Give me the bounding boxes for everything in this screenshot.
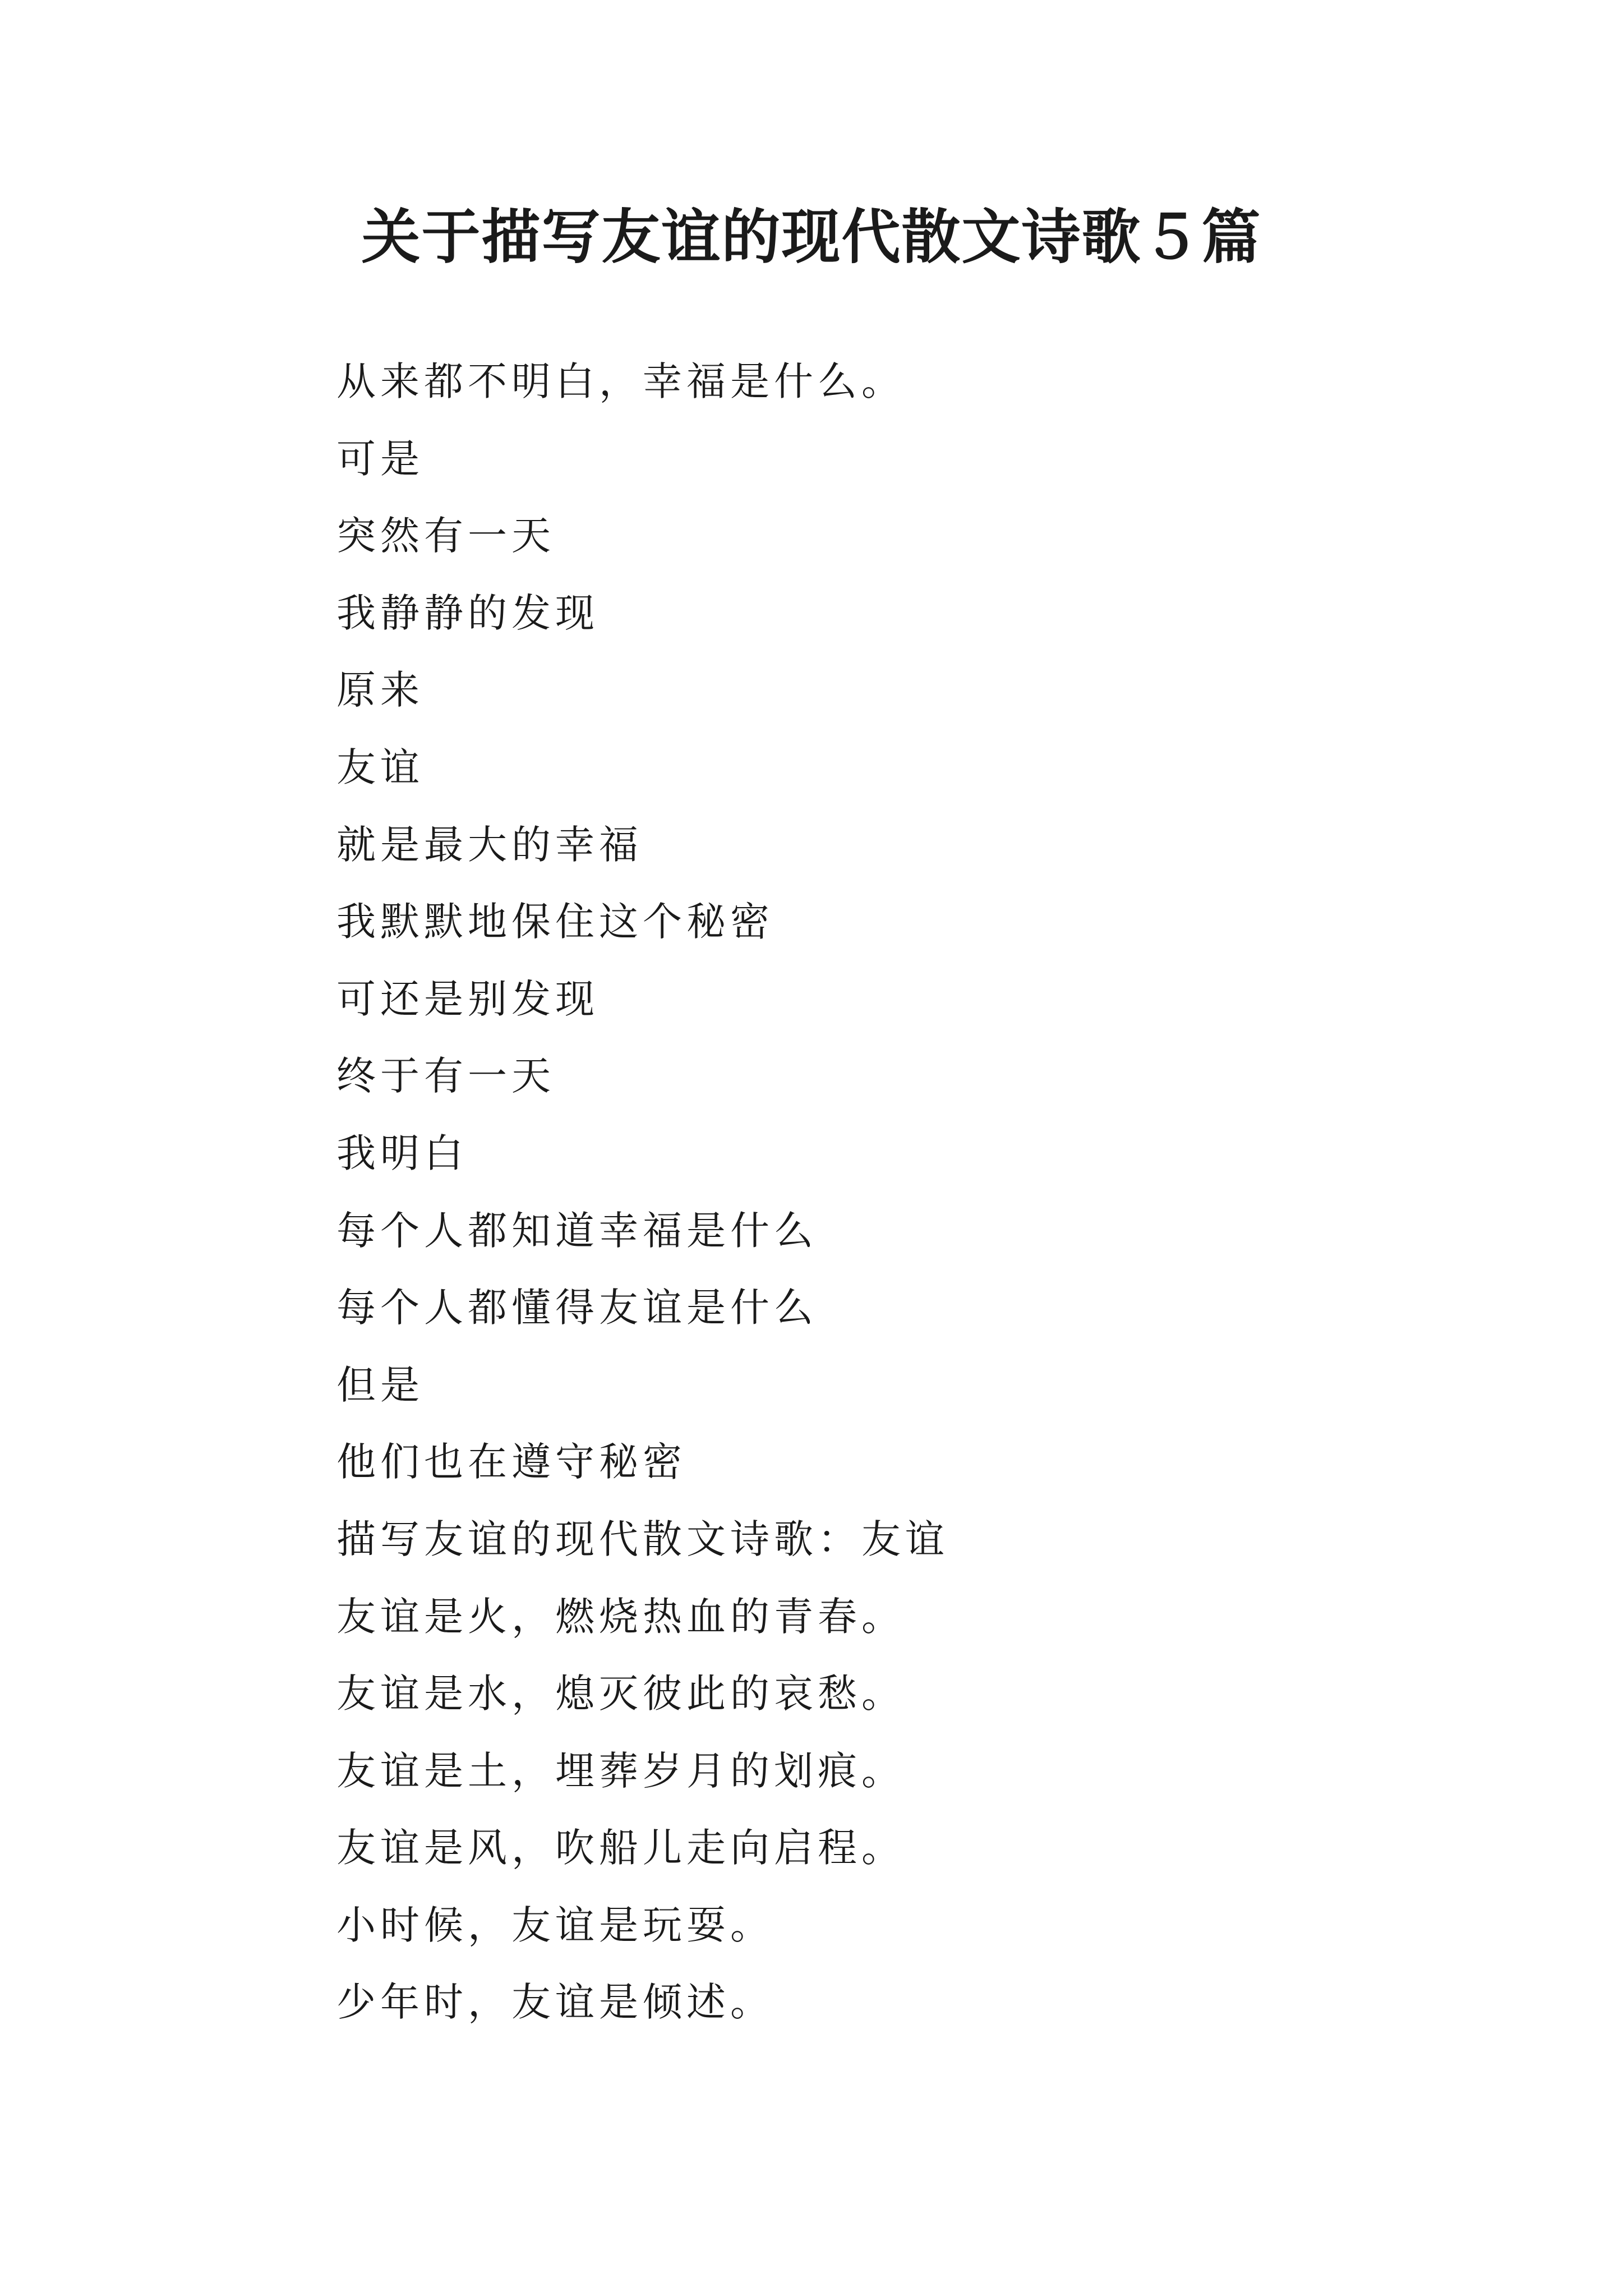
poem-line: 每个人都懂得友谊是什么 (336, 1285, 818, 1331)
poem-line: 我默默地保住这个秘密 (336, 899, 774, 945)
poem-body (336, 343, 1458, 2041)
poem-line: 每个人都知道幸福是什么 (336, 1207, 818, 1254)
section-heading: 描写友谊的现代散文诗歌：友谊 (336, 1516, 949, 1562)
poem-line: 我静静的发现 (336, 590, 599, 636)
poem-line: 友谊 (336, 744, 424, 790)
poem-line: 可是 (336, 435, 424, 482)
poem-line: 小时候，友谊是玩耍。 (336, 1902, 774, 1948)
poem-line: 就是最大的幸福 (336, 821, 643, 868)
document-title: 关于描写友谊的现代散文诗歌５篇 (361, 202, 1262, 272)
poem-line: 友谊是水，熄灭彼此的哀愁。 (336, 1671, 905, 1717)
poem-line: 少年时，友谊是倾述。 (336, 1979, 774, 2026)
poem-line: 突然有一天 (336, 513, 555, 559)
poem-line: 从来都不明白，幸福是什么。 (336, 358, 905, 404)
poem-line: 但是 (336, 1361, 424, 1408)
poem-line: 友谊是风，吹船儿走向启程。 (336, 1825, 905, 1871)
poem-line: 可还是别发现 (336, 976, 599, 1022)
poem-line: 终于有一天 (336, 1053, 555, 1099)
poem-line: 原来 (336, 667, 424, 714)
poem-line: 他们也在遵守秘密 (336, 1439, 686, 1485)
poem-line: 友谊是土，埋葬岁月的划痕。 (336, 1747, 905, 1794)
poem-line: 我明白 (336, 1130, 468, 1176)
poem-line: 友谊是火，燃烧热血的青春。 (336, 1593, 905, 1640)
